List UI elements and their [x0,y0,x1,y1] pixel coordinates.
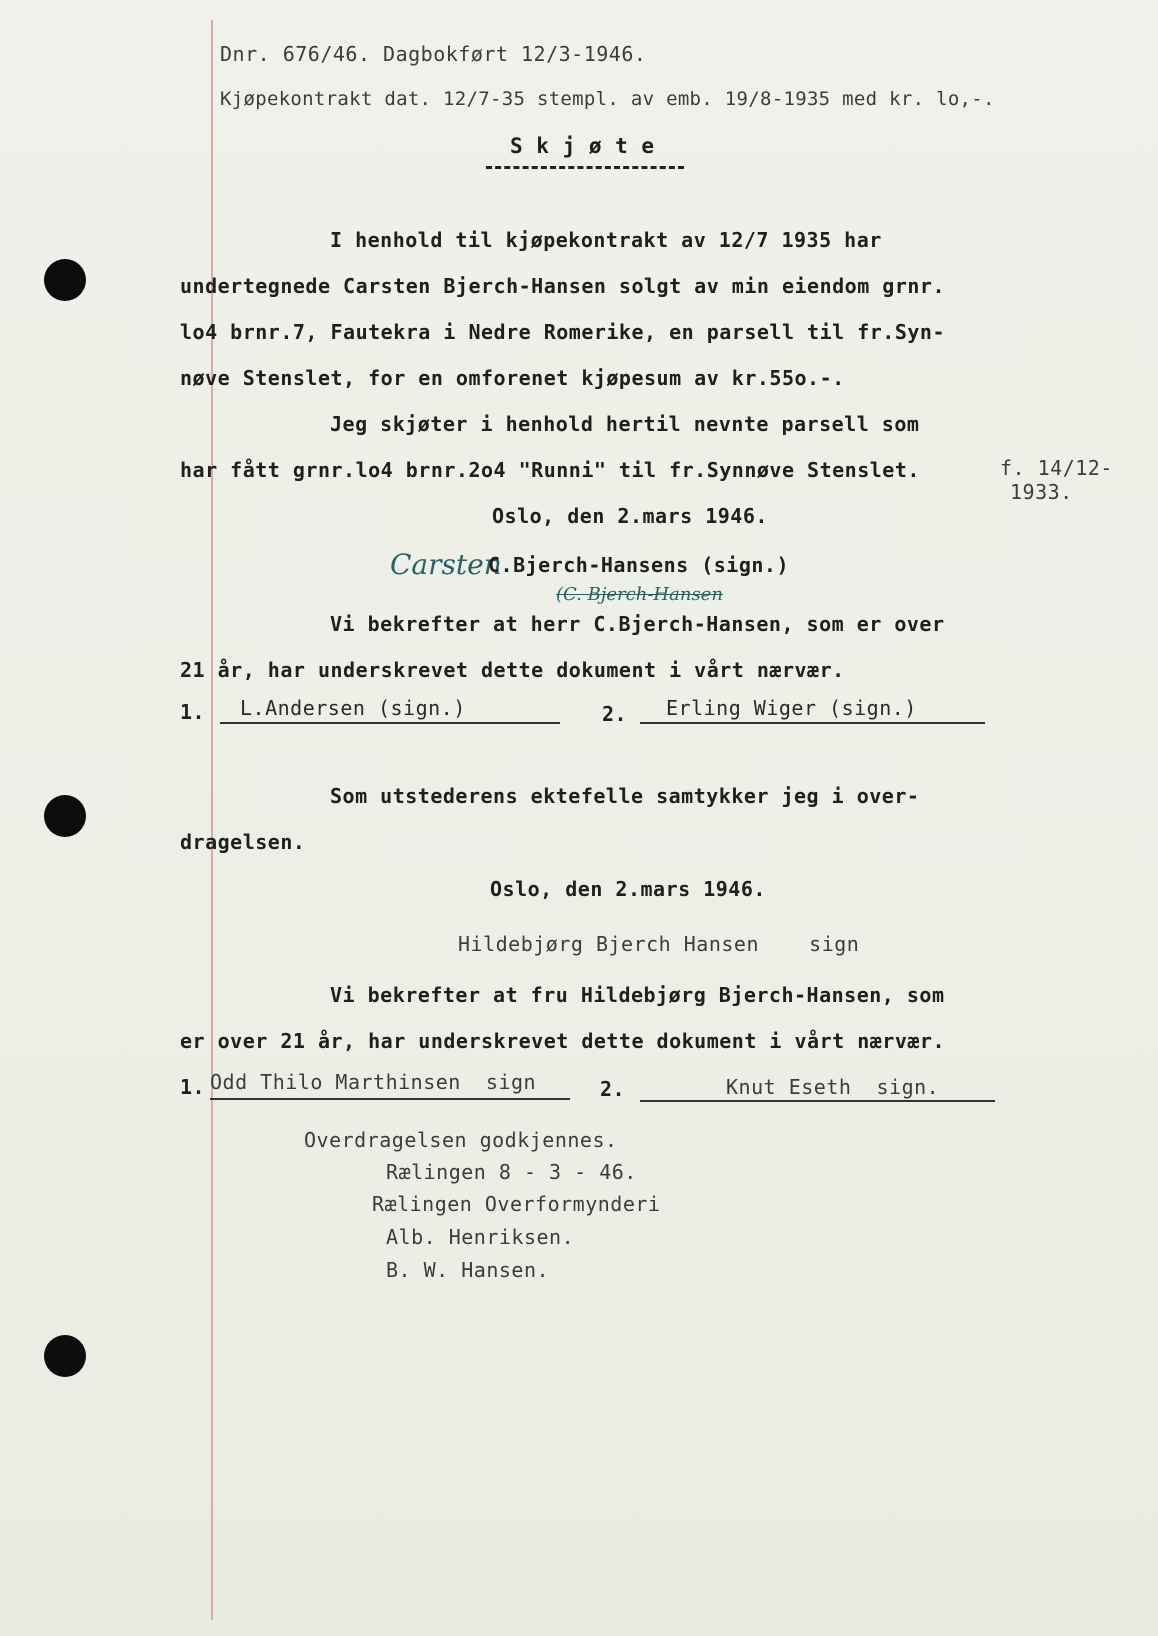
witness-1-line [220,722,560,724]
place-date-1: Oslo, den 2.mars 1946. [492,504,768,528]
witness-3-line [210,1098,570,1100]
approval-line-4: Alb. Henriksen. [386,1225,575,1249]
header-line-2: Kjøpekontrakt dat. 12/7-35 stempl. av emb. 19/8-1935 med kr. lo,-. [220,88,995,110]
paragraph-2-line-1: Jeg skjøter i henhold hertil nevnte parsell som [330,412,920,436]
approval-line-3: Rælingen Overformynderi [372,1192,661,1216]
witness-3-name: Odd Thilo Marthinsen sign [210,1070,537,1094]
paragraph-1-line-1: I henhold til kjøpekontrakt av 12/7 1935 har [330,228,882,252]
witness-4-line [640,1100,995,1102]
title-underline [486,166,684,169]
approval-line-5: B. W. Hansen. [386,1258,550,1282]
witness-2-name: Erling Wiger (sign.) [666,696,917,720]
witness-2-line [640,722,985,724]
document-title: S k j ø t e [510,134,655,158]
witness-1-number: 1. [180,700,206,724]
confirmation-1-line-2: 21 år, har underskrevet dette dokument i vårt nærvær. [180,658,845,682]
signature-line-2: Hildebjørg Bjerch Hansen sign [458,932,860,956]
handwritten-correction: (C. Bjerch-Hansen [556,584,723,605]
paragraph-1-line-3: lo4 brnr.7, Fautekra i Nedre Romerike, en parsell til fr.Syn- [180,320,946,344]
place-date-2: Oslo, den 2.mars 1946. [490,877,766,901]
margin-note-line-1: f. 14/12- [1000,456,1113,480]
paragraph-1-line-2: undertegnede Carsten Bjerch-Hansen solgt av min eiendom grnr. [180,274,946,298]
margin-rule [211,20,213,1620]
spouse-consent-line-1: Som utstederens ektefelle samtykker jeg i over- [330,784,920,808]
paragraph-2-line-2: har fått grnr.lo4 brnr.2o4 "Runni" til fr.Synnøve Stenslet. [180,458,920,482]
confirmation-2-line-2: er over 21 år, har underskrevet dette dokument i vårt nærvær. [180,1029,946,1053]
witness-1-name: L.Andersen (sign.) [240,696,466,720]
approval-line-2: Rælingen 8 - 3 - 46. [386,1160,637,1184]
spouse-consent-line-2: dragelsen. [180,830,306,854]
confirmation-1-line-1: Vi bekrefter at herr C.Bjerch-Hansen, som er over [330,612,945,636]
witness-4-number: 2. [600,1077,626,1101]
approval-line-1: Overdragelsen godkjennes. [304,1128,618,1152]
header-line-1: Dnr. 676/46. Dagbokført 12/3-1946. [220,42,647,66]
punch-hole [44,795,86,837]
confirmation-2-line-1: Vi bekrefter at fru Hildebjørg Bjerch-Hansen, som [330,983,945,1007]
witness-2-number: 2. [602,702,628,726]
handwritten-signature: Carsten [390,548,502,581]
signature-line-1: C.Bjerch-Hansens (sign.) [488,553,789,577]
witness-4-name: Knut Eseth sign. [726,1075,940,1099]
paragraph-1-line-4: nøve Stenslet, for en omforenet kjøpesum av kr.55o.-. [180,366,845,390]
margin-note-line-2: 1933. [1010,480,1073,504]
witness-3-number: 1. [180,1075,206,1099]
punch-hole [44,259,86,301]
punch-hole [44,1335,86,1377]
